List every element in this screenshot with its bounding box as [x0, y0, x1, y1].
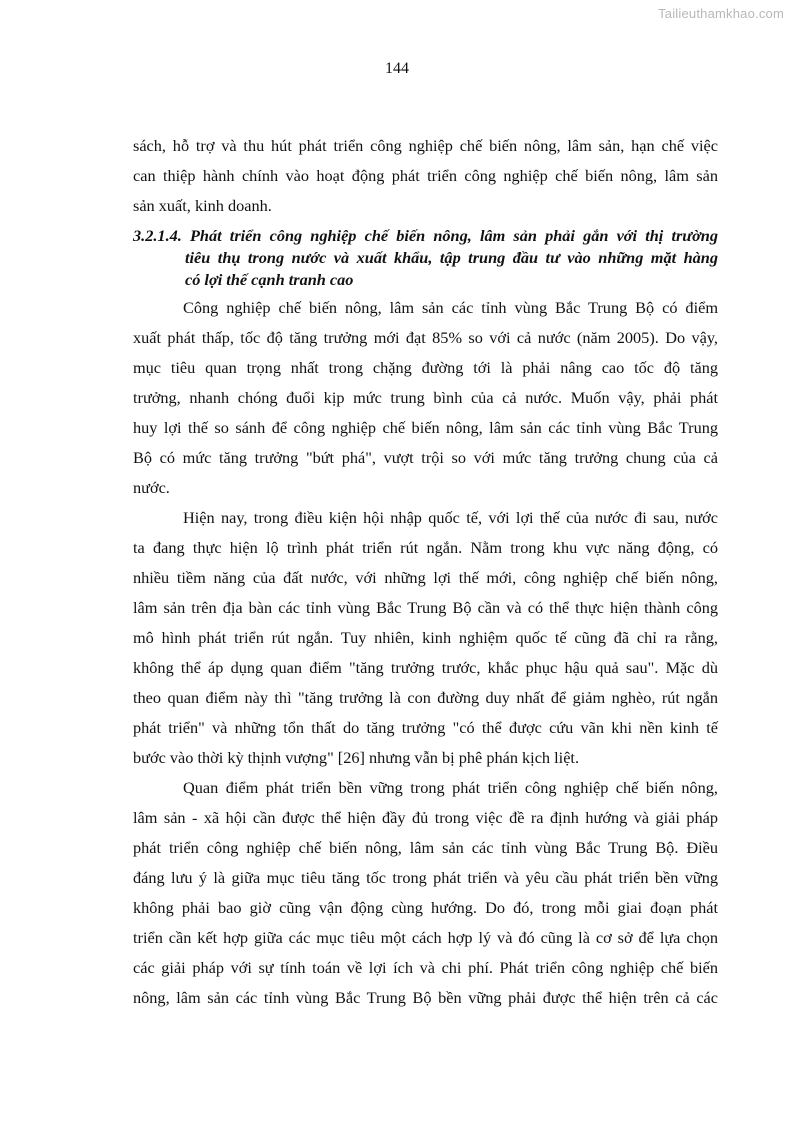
heading-line: tiêu thụ trong nước và xuất khẩu, tập trung đầu tư vào những mặt hàng [185, 248, 718, 267]
text-line: Bộ có mức tăng trưởng "bứt phá", vượt trội so với mức tăng trưởng chung của cả [133, 448, 718, 467]
text-line: Quan điểm phát triển bền vững trong phát triển công nghiệp chế biến nông, [183, 778, 718, 797]
text-line: nước. [133, 478, 170, 497]
text-line: không thể áp dụng quan điểm "tăng trưởng trước, khắc phục hậu quả sau". Mặc dù [133, 658, 718, 677]
text-line: nông, lâm sản các tỉnh vùng Bắc Trung Bộ bền vững phải được thể hiện trên cả các [133, 988, 718, 1007]
text-line: sản xuất, kinh doanh. [133, 196, 272, 215]
text-line: xuất phát thấp, tốc độ tăng trưởng mới đạt 85% so với cả nước (năm 2005). Do vậy, [133, 328, 718, 347]
paragraph-3 [133, 773, 718, 1013]
text-line: phát triển công nghiệp chế biến nông, lâm sản các tỉnh vùng Bắc Trung Bộ. Điều [133, 838, 718, 857]
text-line: lâm sản - xã hội cần được thể hiện đầy đủ trong việc đề ra định hướng và giải pháp [133, 808, 718, 827]
text-line: đáng lưu ý là giữa mục tiêu tăng tốc trong phát triển và yêu cầu phát triển bền vững [133, 868, 718, 887]
text-line: bước vào thời kỳ thịnh vượng" [26] nhưng vẫn bị phê phán kịch liệt. [133, 748, 580, 767]
watermark: Tailieuthamkhao.com [658, 6, 784, 21]
text-line: theo quan điểm này thì "tăng trưởng là con đường duy nhất để giảm nghèo, rút ngắn [133, 688, 718, 707]
page-number: 144 [385, 60, 409, 77]
paragraph-1 [133, 293, 718, 503]
text-line: trưởng, nhanh chóng đuổi kịp mức trung bình của cả nước. Muốn vậy, phải phát [133, 388, 718, 407]
text-line: ta đang thực hiện lộ trình phát triển rút ngắn. Nằm trong khu vực năng động, có [133, 538, 718, 557]
heading-line: 3.2.1.4. Phát triển công nghiệp chế biến nông, lâm sản phải gắn với thị trường [133, 226, 718, 245]
text-line: các giải pháp với sự tính toán về lợi ích và chi phí. Phát triển công nghiệp chế biến [133, 958, 718, 977]
text-line: mục tiêu quan trọng nhất trong chặng đường tới là phải nâng cao tốc độ tăng [133, 358, 718, 377]
text-line: Hiện nay, trong điều kiện hội nhập quốc tế, với lợi thế của nước đi sau, nước [183, 508, 718, 527]
text-line: phát triển" và những tổn thất do tăng trưởng "có thể được cứu vãn khi nền kinh tế [133, 718, 718, 737]
text-line: nhiều tiềm năng của đất nước, với những lợi thế mới, công nghiệp chế biến nông, [133, 568, 718, 587]
heading-line: có lợi thế cạnh tranh cao [185, 270, 354, 289]
text-line: không phải bao giờ cũng vận động cùng hướng. Do đó, trong mỗi giai đoạn phát [133, 898, 718, 917]
text-line: triển cần kết hợp giữa các mục tiêu một cách hợp lý và đó cũng là cơ sở để lựa chọn [133, 928, 718, 947]
text-line: lâm sản trên địa bàn các tỉnh vùng Bắc Trung Bộ cần và có thể thực hiện thành công [133, 598, 718, 617]
text-line: can thiệp hành chính vào hoạt động phát triển công nghiệp chế biến nông, lâm sản [133, 166, 718, 185]
document-body [133, 131, 718, 1013]
paragraph-2 [133, 503, 718, 773]
section-heading [133, 225, 718, 291]
text-line: Công nghiệp chế biến nông, lâm sản các tỉnh vùng Bắc Trung Bộ có điểm [183, 298, 718, 317]
text-line: mô hình phát triển rút ngắn. Tuy nhiên, kinh nghiệm quốc tế cũng đã chỉ ra rằng, [133, 628, 718, 647]
text-line: sách, hỗ trợ và thu hút phát triển công nghiệp chế biến nông, lâm sản, hạn chế việc [133, 136, 718, 155]
intro-paragraph [133, 131, 718, 221]
text-line: huy lợi thế so sánh để công nghiệp chế biến nông, lâm sản các tỉnh vùng Bắc Trung [133, 418, 718, 437]
